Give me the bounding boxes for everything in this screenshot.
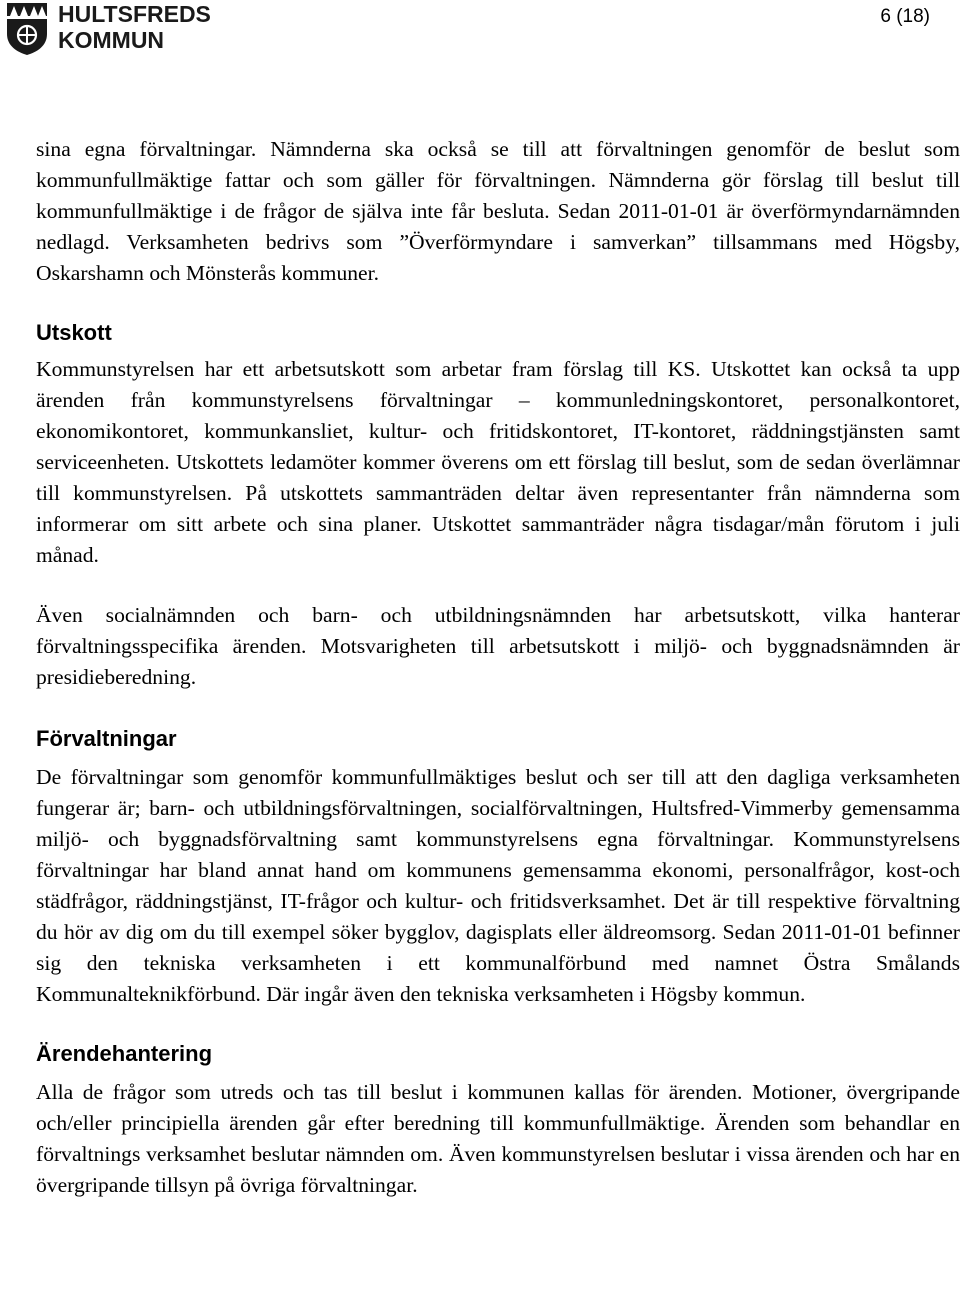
utskott-paragraph-1: Kommunstyrelsen har ett arbetsutskott som arbetar fram förslag till KS. Utskottet kan också ta upp ärenden från kommunstyrelsens förvaltningar – kommunledningskontoret, personalkontoret, ekonomikontoret, kommunkansliet, kultur- och fritidskontoret, IT-kontoret, räddningstjänsten samt serviceenheten. Utskottets ledamöter kommer överens om ett förslag till beslut, som de sedan överlämnar till kommunstyrelsen. På utskottets sammanträden deltar även representanter från nämnderna som informerar om sitt arbete och sina planer. Utskottet sammanträder några tisdagar/mån förutom i juli månad. — [36, 357, 960, 567]
logo-line-1: HULTSFREDS — [58, 1, 211, 27]
page-number: 6 (18) — [880, 6, 930, 27]
forvaltningar-paragraph: De förvaltningar som genomför kommunfullmäktiges beslut och ser till att den dagliga verksamheten fungerar är; barn- och utbildningsförvaltningen, socialförvaltningen, Hultsfred-Vimmerby gemensamma miljö- och byggnadsförvaltning samt kommunstyrelsens egna förvaltningar. Kommunstyrelsens förvaltningar har bland annat hand om kommunens gemensamma ekonomi, personalfrågor, kost-och städfrågor, räddningstjänst, IT-frågor och kultur- och fritidsverksamhet. Det är till respektive förvaltning du hör av dig om du till exempel söker bygglov, dagisplats eller äldreomsorg. Sedan 2011-01-01 befinner sig den tekniska verksamheten i ett kommunalförbund med namnet Östra Smålands Kommunalteknikförbund. Där ingår även den tekniska verksamheten i Högsby kommun. — [36, 765, 960, 1006]
page-header — [0, 0, 960, 60]
document-body — [36, 134, 960, 1201]
utskott-paragraph-2: Även socialnämnden och barn- och utbildningsnämnden har arbetsutskott, vilka hanterar förvaltningsspecifika ärenden. Motsvarigheten till arbetsutskott i miljö- och byggnadsnämnden är presidieberedning. — [36, 603, 960, 689]
intro-paragraph: sina egna förvaltningar. Nämnderna ska också se till att förvaltningen genomför de beslut som kommunfullmäktige fattar och som gäller för förvaltningen. Nämnderna gör förslag till beslut till kommunfullmäktige i de frågor de själva inte får besluta. Sedan 2011-01-01 är överförmyndarnämnden nedlagd. Verksamheten bedrivs som ”Överförmyndare i samverkan” tillsammans med Högsby, Oskarshamn och Mönsterås kommuner. — [36, 137, 960, 285]
logo-line-2: KOMMUN — [58, 27, 165, 53]
heading-forvaltningar: Förvaltningar — [36, 726, 177, 751]
heading-arendehantering: Ärendehantering — [36, 1041, 213, 1066]
arendehantering-paragraph: Alla de frågor som utreds och tas till beslut i kommunen kallas för ärenden. Motioner, övergripande och/eller principiella ärenden går efter beredning till kommunfullmäktige. Ärenden som behandlar en förvaltnings verksamhet beslutar nämnden om. Även kommunstyrelsen beslutar i vissa ärenden och har en övergripande tillsyn på övriga förvaltningar. — [36, 1080, 960, 1197]
municipality-logo — [4, 0, 214, 56]
heading-utskott: Utskott — [36, 320, 112, 345]
crest-and-wordmark — [4, 0, 214, 56]
crest-icon — [7, 3, 47, 55]
